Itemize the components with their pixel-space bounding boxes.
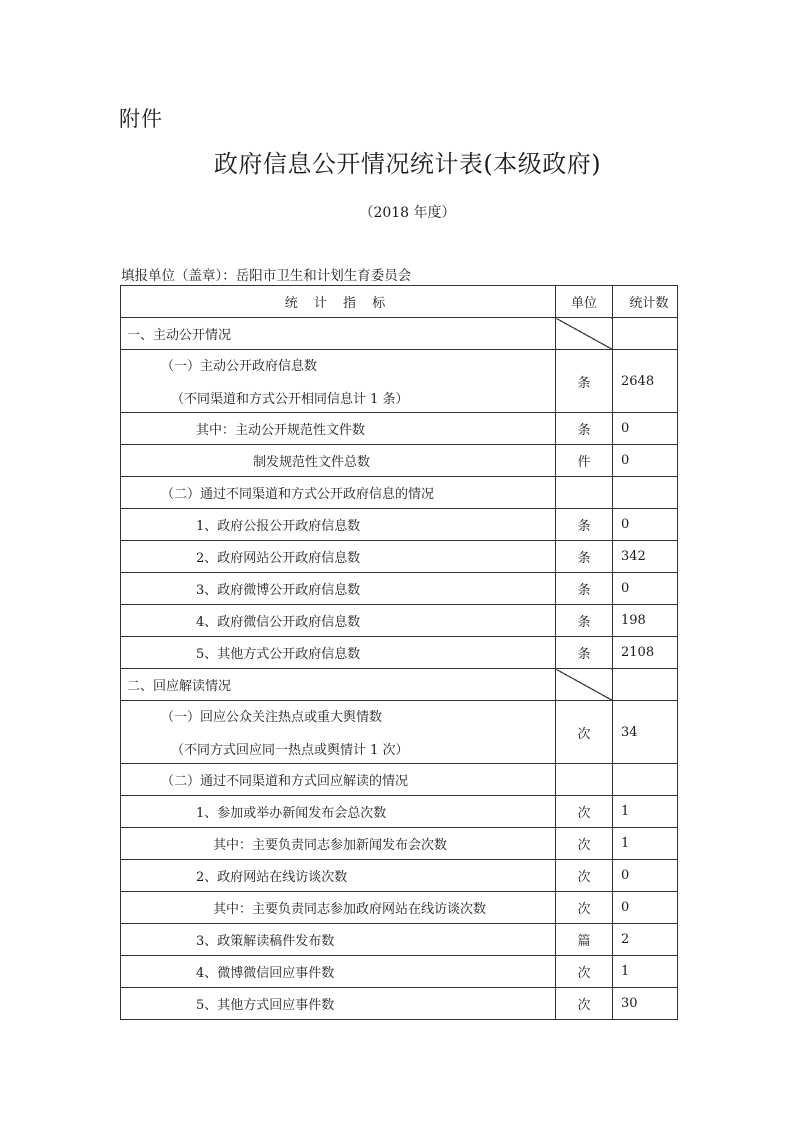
indicator-cell: 1、参加或举办新闻发布会总次数 xyxy=(121,796,556,828)
unit-cell: 次 xyxy=(556,860,613,892)
unit-cell: 条 xyxy=(556,541,613,573)
count-cell: 2648 xyxy=(613,350,678,413)
page-title: 政府信息公开情况统计表(本级政府) xyxy=(213,150,602,178)
table-row xyxy=(121,413,678,445)
unit-cell: 次 xyxy=(556,701,613,764)
attachment-label: 附件 xyxy=(119,107,163,131)
table-row xyxy=(121,860,678,892)
count-cell: 2108 xyxy=(613,637,678,669)
table-row xyxy=(121,637,678,669)
indicator-cell xyxy=(121,701,556,764)
unit-cell: 次 xyxy=(556,828,613,860)
table-row xyxy=(121,445,678,477)
count-cell: 198 xyxy=(613,605,678,637)
table-row xyxy=(121,573,678,605)
indicator-cell: 其中：主要负责同志参加政府网站在线访谈次数 xyxy=(121,892,556,924)
count-cell: 0 xyxy=(613,445,678,477)
table-header-row xyxy=(121,286,678,318)
section-heading: 一、主动公开情况 xyxy=(121,318,556,350)
header-count: 统计数 xyxy=(613,286,678,318)
unit-cell: 条 xyxy=(556,605,613,637)
unit-cell: 次 xyxy=(556,956,613,988)
count-cell: 0 xyxy=(613,509,678,541)
statistics-table xyxy=(120,285,678,1020)
table-row xyxy=(121,988,678,1020)
indicator-note: （不同渠道和方式公开相同信息计 1 条） xyxy=(171,392,409,407)
diagonal-cell xyxy=(556,669,613,701)
table-row xyxy=(121,796,678,828)
table-row xyxy=(121,701,678,764)
table-row xyxy=(121,669,678,701)
diagonal-cell xyxy=(556,318,613,350)
subsection-heading: （二）通过不同渠道和方式回应解读的情况 xyxy=(121,764,556,796)
count-cell xyxy=(613,318,678,350)
indicator-cell: 5、其他方式回应事件数 xyxy=(121,988,556,1020)
indicator-cell: 3、政府微博公开政府信息数 xyxy=(121,573,556,605)
indicator-cell: 5、其他方式公开政府信息数 xyxy=(121,637,556,669)
indicator-cell: 4、政府微信公开政府信息数 xyxy=(121,605,556,637)
table-row xyxy=(121,828,678,860)
count-cell: 0 xyxy=(613,892,678,924)
table-row xyxy=(121,541,678,573)
count-cell: 1 xyxy=(613,956,678,988)
table-row xyxy=(121,924,678,956)
unit-cell: 次 xyxy=(556,988,613,1020)
unit-cell: 条 xyxy=(556,637,613,669)
indicator-cell xyxy=(121,350,556,413)
table-row xyxy=(121,350,678,413)
count-cell: 0 xyxy=(613,860,678,892)
table-row xyxy=(121,318,678,350)
count-cell: 2 xyxy=(613,924,678,956)
header-unit: 单位 xyxy=(556,286,613,318)
indicator-cell: 1、政府公报公开政府信息数 xyxy=(121,509,556,541)
indicator-cell: 3、政策解读稿件发布数 xyxy=(121,924,556,956)
section-heading: 二、回应解读情况 xyxy=(121,669,556,701)
unit-cell: 次 xyxy=(556,892,613,924)
unit-cell: 条 xyxy=(556,509,613,541)
count-cell: 34 xyxy=(613,701,678,764)
indicator-cell: 4、微博微信回应事件数 xyxy=(121,956,556,988)
count-cell: 0 xyxy=(613,413,678,445)
count-cell: 1 xyxy=(613,796,678,828)
count-cell xyxy=(613,764,678,796)
unit-cell: 条 xyxy=(556,413,613,445)
unit-cell: 次 xyxy=(556,796,613,828)
unit-cell: 篇 xyxy=(556,924,613,956)
report-year: （2018 年度） xyxy=(359,205,456,221)
indicator-cell: 2、政府网站在线访谈次数 xyxy=(121,860,556,892)
indicator-label: （一）回应公众关注热点或重大舆情数 xyxy=(161,710,383,725)
count-cell: 30 xyxy=(613,988,678,1020)
reporting-unit: 填报单位（盖章）：岳阳市卫生和计划生育委员会 xyxy=(121,268,412,284)
indicator-label: （一）主动公开政府信息数 xyxy=(161,359,318,374)
indicator-cell: 其中：主动公开规范性文件数 xyxy=(121,413,556,445)
table-row xyxy=(121,764,678,796)
header-indicator: 统 计 指 标 xyxy=(121,286,556,318)
table-row xyxy=(121,477,678,509)
indicator-note: （不同方式回应同一热点或舆情计 1 次） xyxy=(171,743,409,758)
table-row xyxy=(121,892,678,924)
unit-cell: 件 xyxy=(556,445,613,477)
table-row xyxy=(121,509,678,541)
unit-cell: 条 xyxy=(556,573,613,605)
indicator-cell: 其中：主要负责同志参加新闻发布会次数 xyxy=(121,828,556,860)
count-cell: 342 xyxy=(613,541,678,573)
table-row xyxy=(121,956,678,988)
count-cell xyxy=(613,669,678,701)
count-cell: 0 xyxy=(613,573,678,605)
count-cell: 1 xyxy=(613,828,678,860)
table-row xyxy=(121,605,678,637)
unit-cell xyxy=(556,477,613,509)
indicator-cell: 2、政府网站公开政府信息数 xyxy=(121,541,556,573)
unit-cell xyxy=(556,764,613,796)
subsection-heading: （二）通过不同渠道和方式公开政府信息的情况 xyxy=(121,477,556,509)
indicator-cell: 制发规范性文件总数 xyxy=(121,445,556,477)
unit-cell: 条 xyxy=(556,350,613,413)
count-cell xyxy=(613,477,678,509)
